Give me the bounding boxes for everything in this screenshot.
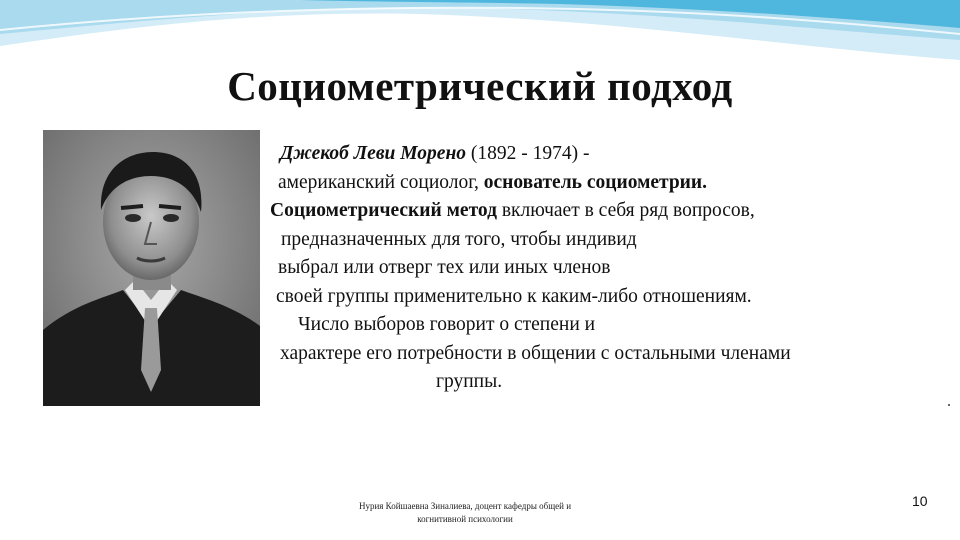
footer-author (300, 500, 630, 526)
text-line-3-plain: включает в себя ряд вопросов, (496, 200, 755, 221)
text-line-2-plain: американский социолог, (278, 171, 484, 193)
text-line-8: характере его потребности в общении с остальными членами (280, 342, 791, 364)
text-line-4: предназначенных для того, чтобы индивид (281, 228, 637, 250)
portrait-right-eye (163, 214, 179, 222)
portrait-photo (43, 130, 260, 406)
text-line-5: выбрал или отверг тех или иных членов (278, 257, 611, 278)
text-line-7: Число выборов говорит о степени и (298, 314, 596, 335)
moreno-years: (1892 - 1974) - (466, 143, 590, 164)
footer-line-1: Нурия Койшаевна Зиналиева, доцент кафедры общей и (358, 501, 572, 511)
moreno-name: Джекоб Леви Морено (280, 143, 467, 164)
footer-line-2: когнитивной психологии (417, 514, 513, 524)
text-line-1 (262, 140, 952, 169)
body-text (262, 140, 952, 397)
portrait-left-eye (125, 214, 141, 222)
text-line-3 (262, 197, 952, 226)
slide-title: Социометрический подход (227, 63, 733, 109)
page-number: 10 (912, 493, 928, 509)
decorative-dot (948, 404, 950, 406)
sociometric-method: Социометрический метод (270, 200, 497, 221)
text-line-6: своей группы применительно к каким-либо отношениям. (276, 285, 752, 307)
text-line-9: группы. (436, 371, 503, 392)
text-line-2 (262, 169, 952, 198)
founder-of-sociometry: основатель социометрии. (483, 171, 708, 193)
